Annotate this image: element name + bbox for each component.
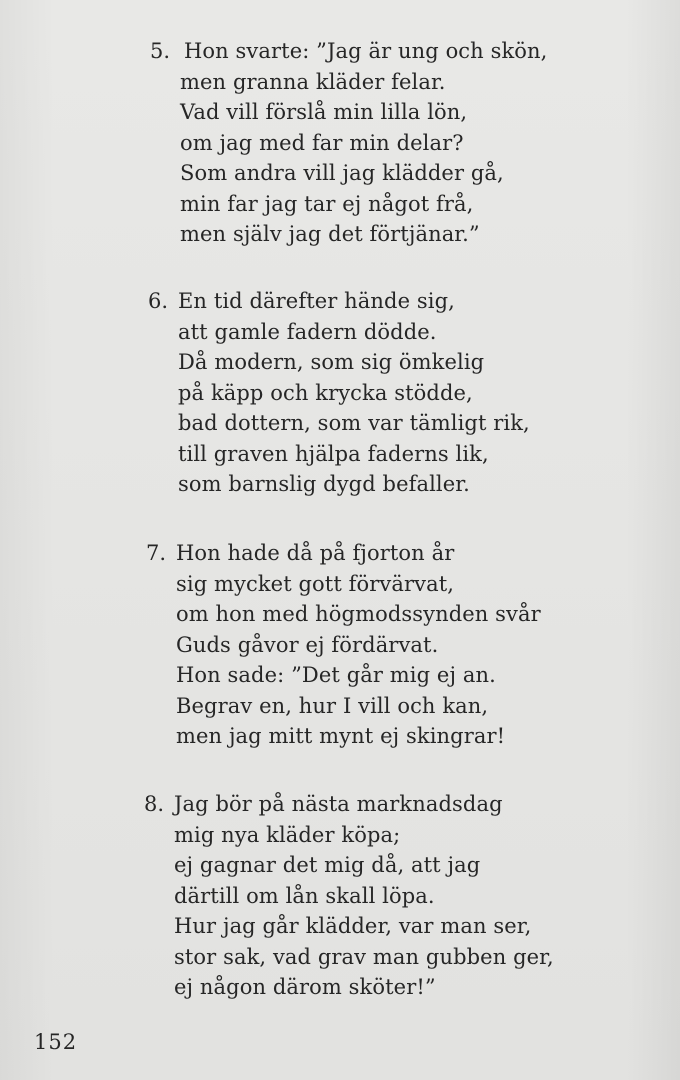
verse-line: Hon sade: ”Det går mig ej an. bbox=[176, 663, 496, 687]
verse-line: till graven hjälpa faderns lik, bbox=[178, 441, 489, 466]
verse-line: om jag med far min delar? bbox=[180, 130, 464, 155]
verse-line: mig nya kläder köpa; bbox=[174, 822, 401, 847]
verse-line: ej gagnar det mig då, att jag bbox=[174, 853, 481, 877]
stanza-number: 6. bbox=[148, 289, 169, 313]
verse-line: på käpp och krycka stödde, bbox=[178, 380, 473, 405]
verse-line: min far jag tar ej något frå, bbox=[180, 191, 474, 216]
verse-line: därtill om lån skall löpa. bbox=[174, 883, 435, 908]
stanza-number: 5. bbox=[150, 39, 171, 63]
verse-line: Begrav en, hur I vill och kan, bbox=[176, 693, 489, 718]
stanza-6 bbox=[148, 286, 530, 500]
stanza-number: 7. bbox=[146, 541, 167, 565]
verse-line: Då modern, som sig ömkelig bbox=[178, 350, 485, 374]
verse-line: men själv jag det förtjänar.” bbox=[180, 222, 480, 246]
verse-line: Hur jag går klädder, var man ser, bbox=[174, 914, 532, 938]
stanza-8 bbox=[144, 789, 554, 1003]
verse-line: stor sak, vad grav man gubben ger, bbox=[174, 944, 554, 969]
verse-line: sig mycket gott förvärvat, bbox=[176, 571, 455, 596]
verse-line: men granna kläder felar. bbox=[180, 69, 446, 94]
page-number: 152 bbox=[34, 1030, 78, 1054]
verse-line: som barnslig dygd befaller. bbox=[178, 472, 470, 496]
verse-line: En tid därefter hände sig, bbox=[178, 289, 455, 313]
verse-line: Vad vill förslå min lilla lön, bbox=[180, 100, 468, 124]
verse-line: om hon med högmodssynden svår bbox=[176, 602, 541, 626]
verse-line: ej någon därom sköter!” bbox=[174, 975, 436, 999]
verse-line: bad dottern, som var tämligt rik, bbox=[178, 411, 530, 435]
verse-line: Guds gåvor ej fördärvat. bbox=[176, 632, 439, 657]
verse-line: Hon svarte: ”Jag är ung och skön, bbox=[184, 39, 548, 63]
verse-line: att gamle fadern dödde. bbox=[178, 319, 437, 344]
verse-line: Som andra vill jag klädder gå, bbox=[180, 161, 504, 185]
verse-line: Jag bör på nästa marknadsdag bbox=[174, 792, 503, 816]
verse-line: men jag mitt mynt ej skingrar! bbox=[176, 724, 506, 748]
stanza-5 bbox=[150, 36, 548, 250]
stanza-number: 8. bbox=[144, 792, 165, 816]
verse-line: Hon hade då på fjorton år bbox=[176, 541, 455, 565]
stanza-7 bbox=[146, 538, 541, 752]
